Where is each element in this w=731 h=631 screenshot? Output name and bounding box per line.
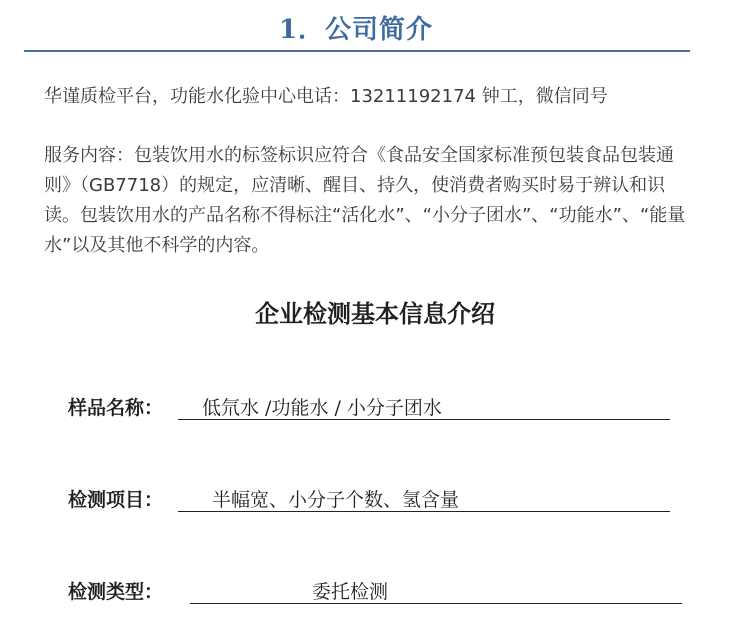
- test-items-value: 半幅宽、小分子个数、氢含量: [212, 489, 460, 511]
- sample-name-value: 低氘水 /功能水 / 小分子团水: [202, 397, 442, 419]
- sample-name-underline: [178, 419, 670, 420]
- document-heading: 企业检测基本信息介绍: [255, 299, 495, 328]
- sample-name-label: 样品名称：: [68, 397, 164, 419]
- test-type-label: 检测类型：: [68, 581, 164, 603]
- test-items-underline: [178, 511, 670, 512]
- section-title: 1．公司简介: [278, 15, 434, 45]
- test-items-label: 检测项目：: [68, 489, 164, 511]
- test-type-underline: [190, 603, 682, 604]
- service-description: 服务内容：包装饮用水的标签标识应符合《食品安全国家标准预包装食品包装通则》（GB7718）的规定，应清晰、醒目、持久，使消费者购买时易于辨认和识读。包装饮用水的产品名称不得标注“活化水”、“小分子团水”、“功能水”、“能量水”以及其他不科学的内容。: [44, 145, 686, 256]
- test-type-value: 委托检测: [312, 581, 389, 603]
- contact-line: 华谨质检平台，功能水化验中心电话：13211192174 钟工，微信同号: [44, 86, 608, 107]
- title-divider: [24, 50, 690, 52]
